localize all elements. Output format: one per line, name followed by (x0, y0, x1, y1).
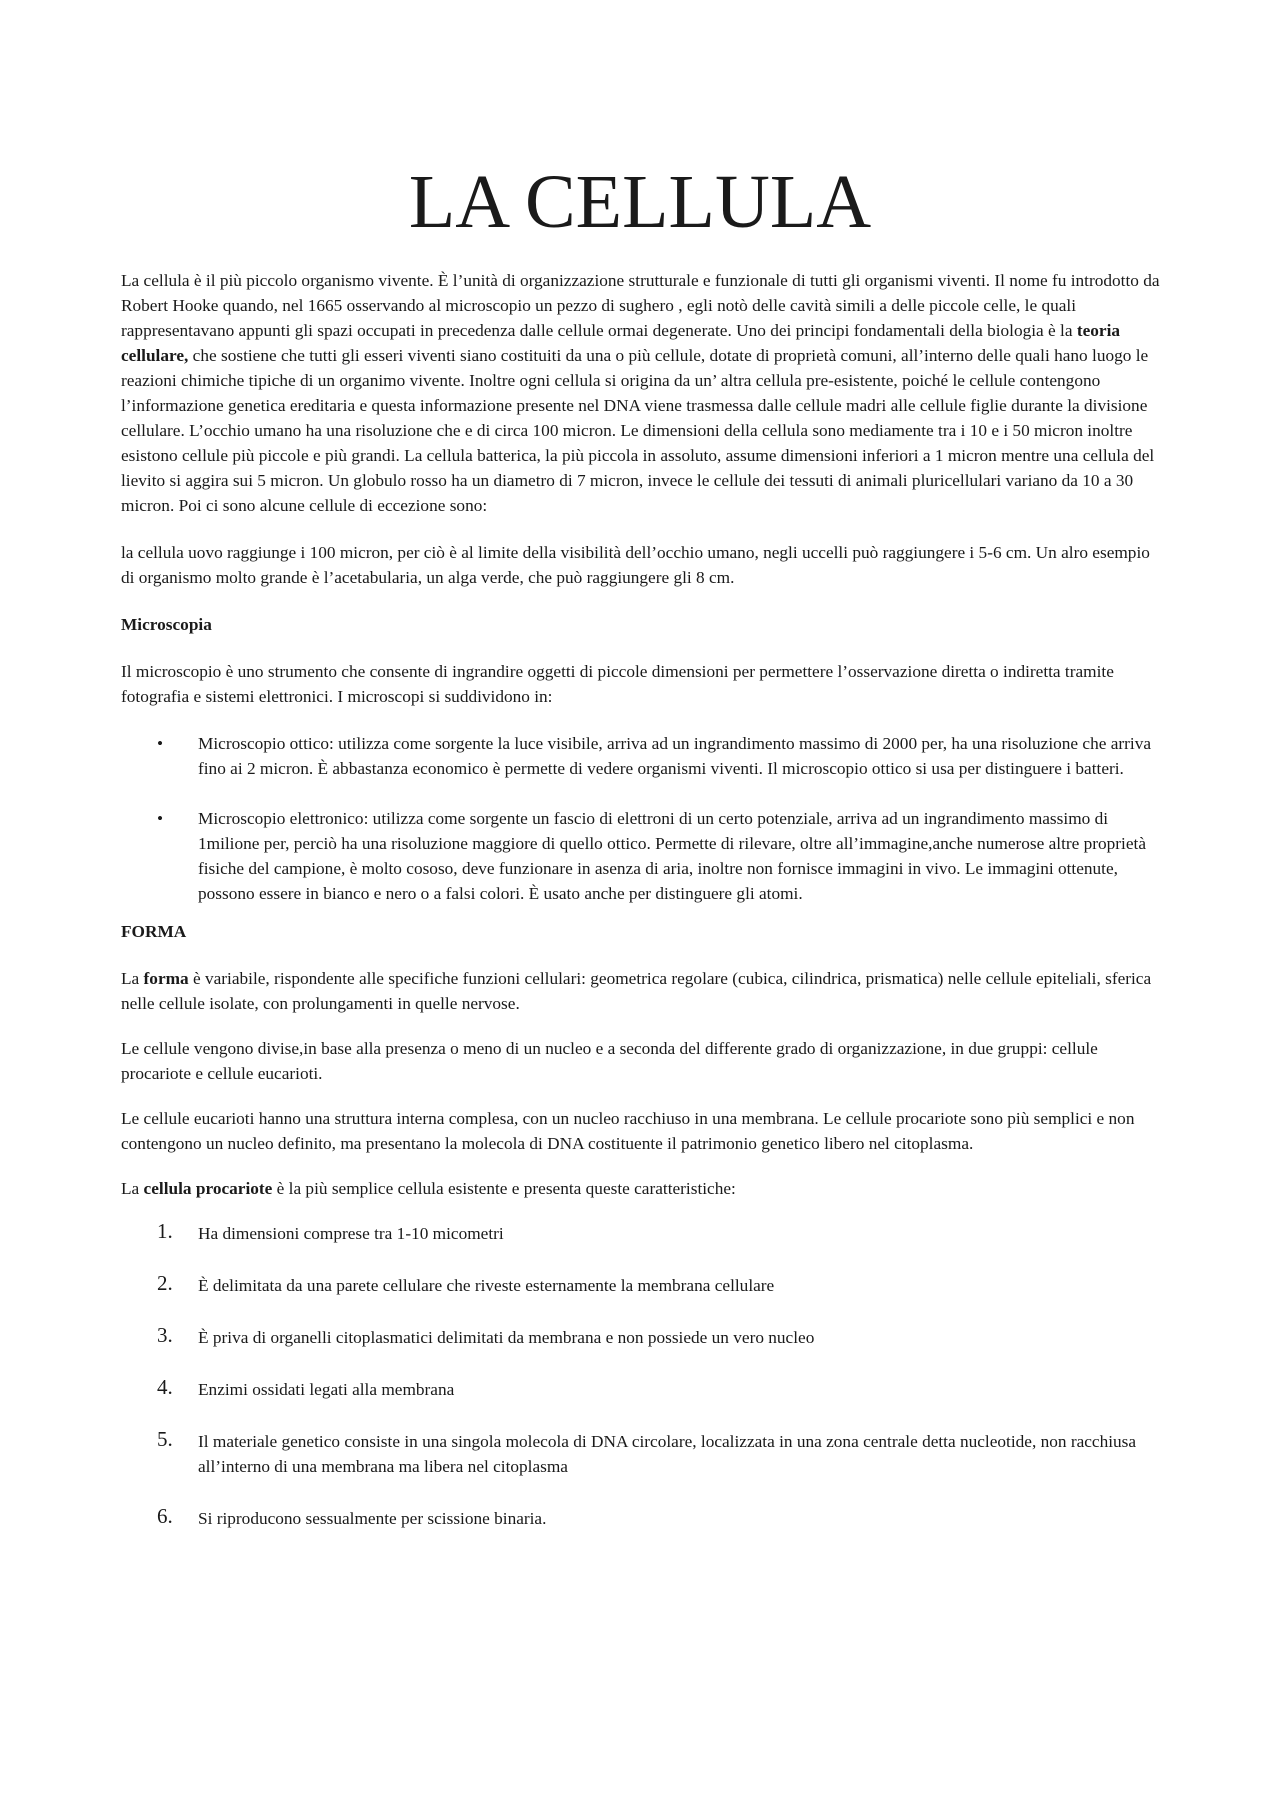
list-number: 2. (157, 1271, 173, 1295)
list-item-text: Microscopio elettronico: utilizza come sorgente un fascio di elettroni di un certo potenziale, arriva ad un ingrandimento massimo di 1milione per, perciò ha una risoluzione maggiore di quello ottico. Permette di rilevare, oltre all’immagine,anche numerose altre proprietà fisiche del campione, è molto cososo, deve funzionare in asenza di aria, inoltre non fornisce immagini in vivo. Le immagini ottenute, possono essere in bianco e nero o a falsi colori. È usato anche per distinguere gli atomi. (198, 809, 1146, 903)
list-number: 1. (157, 1219, 173, 1243)
intro-text-rest: che sostiene che tutti gli esseri viventi siano costituiti da una o più cellule, dotate di proprietà comuni, all’interno delle quali hano luogo le reazioni chimiche tipiche di un organimo vivente. Inoltre ogni cellula si origina da un’ altra cellula pre-esistente, poiché le cellule contengono l’informazione genetica ereditaria e questa informazione presente nel DNA viene trasmessa dalle cellule madri alle cellule figlie durante la divisione cellulare. L’occhio umano ha una risoluzione che e di circa 100 micron. Le dimensioni della cellula sono mediamente tra i 10 e i 50 micron inoltre esistono cellule più piccole e più grandi. La cellula batterica, la più piccola in assoluto, assume dimensioni inferiori a 1 micron mentre una cellula del lievito si aggira sui 5 micron. Un globulo rosso ha un diametro di 7 micron, invece le cellule dei tessuti di animali pluricellulari variano da 10 a 30 micron. Poi ci sono alcune cellule di eccezione sono: (121, 346, 1155, 515)
intro-bold-term: teoria cellulare, (121, 321, 1121, 365)
forma-p1-post: è variabile, rispondente alle specifiche funzioni cellulari: geometrica regolare (cubica, cilindrica, prismatica) nelle cellule epiteliali, sferica nelle cellule isolate, con prolungamenti in quelle nervose. (121, 969, 1152, 1013)
list-item-text: Enzimi ossidati legati alla membrana (198, 1380, 455, 1399)
list-item (121, 1221, 1163, 1246)
list-number: 3. (157, 1323, 173, 1347)
forma-paragraph-4 (121, 1176, 1163, 1201)
list-item-text: Si riproducono sessualmente per scissione binaria. (198, 1509, 547, 1528)
forma-paragraph-3: Le cellule eucarioti hanno una struttura interna complesa, con un nucleo racchiuso in una membrana. Le cellule procariote sono più semplici e non contengono un nucleo definito, ma presentano la molecola di DNA costituente il patrimonio genetico libero nel citoplasma. (121, 1109, 1135, 1153)
list-item-text: Il materiale genetico consiste in una singola molecola di DNA circolare, localizzata in una zona centrale detta nucleotide, non racchiusa all’interno di una membrana ma libera nel citoplasma (198, 1432, 1137, 1476)
bullet-mark: • (157, 809, 164, 828)
forma-p1-pre: La (121, 969, 144, 988)
list-number: 6. (157, 1504, 173, 1528)
list-item (121, 1377, 1163, 1402)
intro-paragraph (121, 268, 1163, 518)
forma-heading: FORMA (121, 922, 187, 941)
list-item-text: È priva di organelli citoplasmatici delimitati da membrana e non possiede un vero nucleo (198, 1328, 815, 1347)
microscopy-intro: Il microscopio è uno strumento che consente di ingrandire oggetti di piccole dimensioni per permettere l’osservazione diretta o indiretta tramite fotografia e sistemi elettronici. I microscopi si suddividono in: (121, 662, 1114, 706)
forma-paragraph-1 (121, 966, 1163, 1016)
list-item (121, 1273, 1163, 1298)
egg-cell-paragraph: la cellula uovo raggiunge i 100 micron, per ciò è al limite della visibilità dell’occhio umano, negli uccelli può raggiungere i 5-6 cm. Un alro esempio di organismo molto grande è l’acetabularia, un alga verde, che può raggiungere gli 8 cm. (121, 543, 1150, 587)
list-number: 4. (157, 1375, 173, 1399)
list-item (121, 806, 1163, 906)
list-number: 5. (157, 1427, 173, 1451)
intro-text: La cellula è il più piccolo organismo vivente. È l’unità di organizzazione strutturale e funzionale di tutti gli organismi viventi. Il nome fu introdotto da Robert Hooke quando, nel 1665 osservando al microscopio un pezzo di sughero , egli notò delle cavità simili a delle piccole celle, le quali rappresentavano appunti gli spazi occupati in precedenza dalle cellule ormai degenerate. Uno dei principi fondamentali della biologia è la (121, 271, 1160, 340)
list-item (121, 731, 1163, 781)
microscope-list (121, 731, 1163, 906)
document-body (121, 268, 1163, 1558)
forma-p4-post: è la più semplice cellula esistente e presenta queste caratteristiche: (272, 1179, 736, 1198)
procariote-bold-term: cellula procariote (143, 1179, 273, 1198)
procariote-list (121, 1221, 1163, 1531)
forma-bold-term: forma (143, 969, 189, 988)
bullet-mark: • (157, 734, 164, 753)
forma-p4-pre: La (121, 1179, 144, 1198)
list-item (121, 1325, 1163, 1350)
list-item (121, 1429, 1163, 1479)
list-item (121, 1506, 1163, 1531)
forma-paragraph-2: Le cellule vengono divise,in base alla presenza o meno di un nucleo e a seconda del differente grado di organizzazione, in due gruppi: cellule procariote e cellule eucarioti. (121, 1039, 1098, 1083)
document-title: LA CELLULA (408, 160, 872, 244)
list-item-text: È delimitata da una parete cellulare che riveste esternamente la membrana cellulare (198, 1276, 775, 1295)
list-item-text: Ha dimensioni comprese tra 1-10 micometri (198, 1224, 504, 1243)
microscopy-heading: Microscopia (121, 615, 212, 634)
list-item-text: Microscopio ottico: utilizza come sorgente la luce visibile, arriva ad un ingrandimento massimo di 2000 per, ha una risoluzione che arriva fino ai 2 micron. È abbastanza economico è permette di vedere organismi viventi. Il microscopio ottico si usa per distinguere i batteri. (198, 734, 1152, 778)
